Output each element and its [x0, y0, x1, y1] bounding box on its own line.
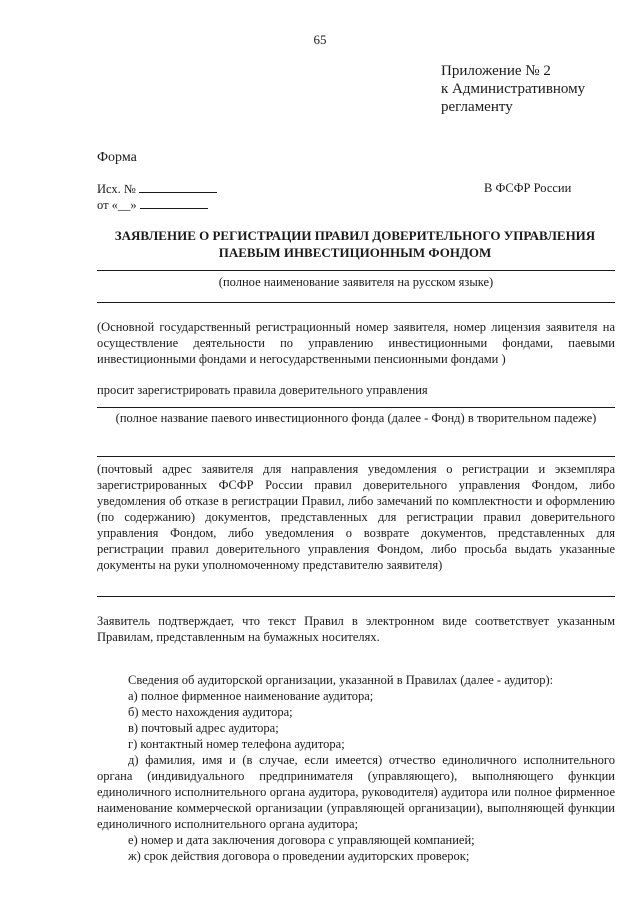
- appendix-line-1: Приложение № 2: [441, 63, 551, 79]
- auditor-item: ж) срок действия договора о проведении аудиторских проверок;: [128, 849, 470, 863]
- auditor-item: г) контактный номер телефона аудитора;: [128, 737, 345, 751]
- confirmation-text: Заявитель подтверждает, что текст Правил в электронном виде соответствует указанным Правилам, представленным на бумажных носителях.: [97, 614, 615, 644]
- recipient: В ФСФР России: [484, 181, 572, 195]
- outgoing-date-label: от «__»: [97, 198, 137, 212]
- document-title-line-2: ПАЕВЫМ ИНВЕСТИЦИОННЫМ ФОНДОМ: [218, 245, 492, 260]
- auditor-info: [97, 672, 615, 864]
- auditor-item: в) почтовый адрес аудитора;: [128, 721, 279, 735]
- document-title: [90, 227, 620, 261]
- fund-name-line: [97, 407, 615, 408]
- document-title-line-1: ЗАЯВЛЕНИЕ О РЕГИСТРАЦИИ ПРАВИЛ ДОВЕРИТЕЛЬНОГО УПРАВЛЕНИЯ: [114, 228, 596, 243]
- auditor-item: а) полное фирменное наименование аудитора;: [128, 689, 374, 703]
- auditor-item: е) номер и дата заключения договора с управляющей компанией;: [128, 833, 475, 847]
- outgoing-number-blank: [139, 181, 217, 193]
- page-number: 65: [313, 32, 327, 47]
- auditor-item: б) место нахождения аудитора;: [128, 705, 293, 719]
- postal-address-line: [97, 456, 615, 457]
- auditor-intro: Сведения об аудиторской организации, указанной в Правилах (далее - аудитор):: [128, 673, 554, 687]
- applicant-details-hint: (Основной государственный регистрационный номер заявителя, номер лицензия заявителя на осуществление деятельности по управлению инвестиционными фондами, паевыми инвестиционными фондами и негосударственными пенсионными фондами ): [97, 320, 615, 366]
- appendix-line-2: к Административному: [441, 81, 586, 97]
- postal-address-hint: (почтовый адрес заявителя для направления уведомления о регистрации и экземпляра зарегистрированных ФСФР России правил доверительного управления Фондом, либо уведомления об отказе в регистрации Правил, либо замечаний по комплектности и оформлению (по содержанию) документов, представленных для регистрации правил доверительного управления Фондом, либо уведомления о возврате документов, представленных для регистрации правил доверительного управления Фондом, либо просьба выдать указанные документы на руки уполномоченному представителю заявителя): [97, 462, 615, 572]
- auditor-item: д) фамилия, имя и (в случае, если имеется) отчество единоличного исполнительного органа (индивидуального предпринимателя (управляющего), выполняющего функции единоличного исполнительного органа аудитора, руководителя) аудитора или полное фирменное наименование коммерческой организации (управляющей организации), выполняющей функции единоличного исполнительного органа аудитора;: [97, 753, 615, 831]
- applicant-name-line: [97, 270, 615, 271]
- form-label: Форма: [97, 150, 137, 165]
- applicant-name-hint: (полное наименование заявителя на русском языке): [218, 275, 494, 289]
- appendix-line-3: регламенту: [441, 99, 513, 115]
- outgoing-date-blank: [140, 197, 208, 209]
- postal-address-bottom-line: [97, 596, 615, 597]
- request-text: просит зарегистрировать правила доверительного управления: [97, 383, 428, 397]
- outgoing-reference: [97, 181, 217, 213]
- appendix-header: [441, 62, 585, 116]
- outgoing-number-label: Исх. №: [97, 182, 136, 196]
- fund-name-hint: (полное название паевого инвестиционного фонда (далее - Фонд) в творительном падеже): [115, 411, 597, 425]
- applicant-details-line: [97, 302, 615, 303]
